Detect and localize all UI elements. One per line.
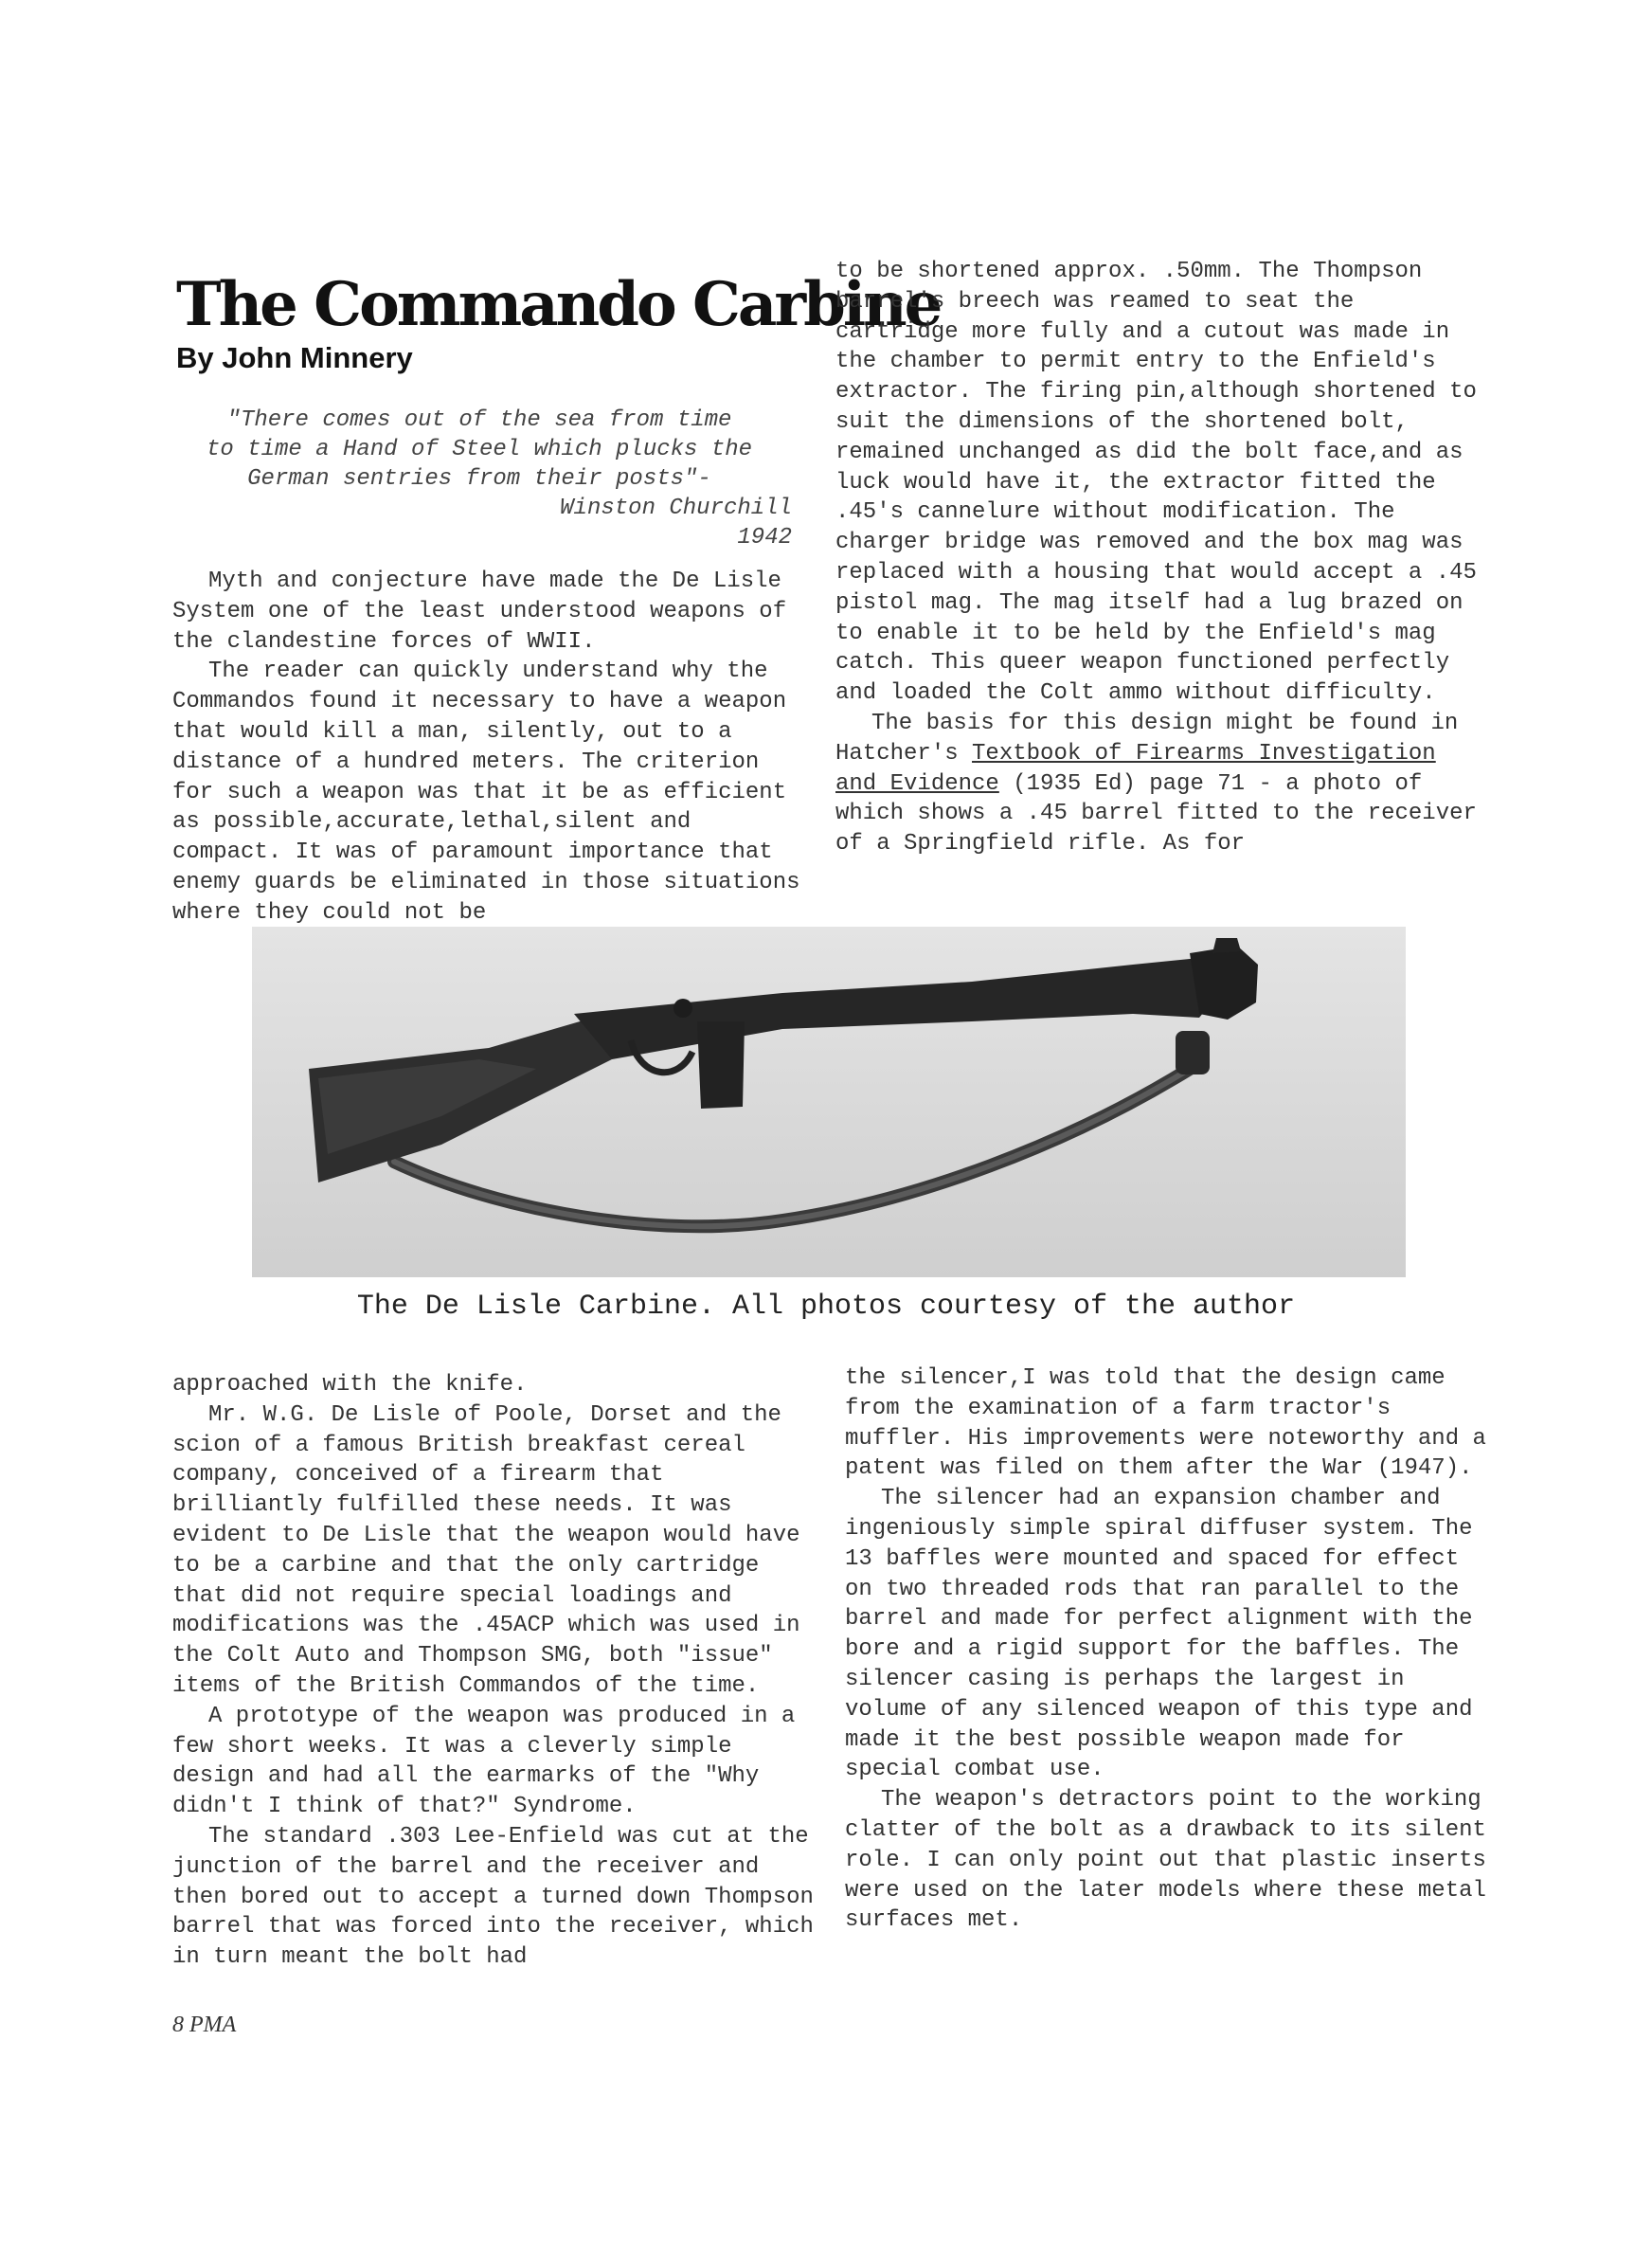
paragraph: The weapon's detractors point to the working clatter of the bolt as a drawback to its silent role. I can only point out that plastic inserts were used on the later models where these metal surfaces met.: [845, 1787, 1486, 1934]
paragraph: Myth and conjecture have made the De Lisle System one of the least understood weapons of the clandestine forces of WWII.: [172, 569, 787, 655]
epigraph-attribution: Winston Churchill: [560, 496, 792, 521]
epigraph: [167, 406, 792, 552]
paragraph: The standard .303 Lee-Enfield was cut at the junction of the barrel and the receiver and then bored out to accept a turned down Thompson barrel that was forced into the receiver, which in turn meant the bolt had: [172, 1823, 814, 1971]
epigraph-line: "There comes out of the sea from time: [226, 407, 732, 433]
paragraph: A prototype of the weapon was produced in a few short weeks. It was a cleverly simple design and had all the earmarks of the "Why didn't I think of that?" Syndrome.: [172, 1703, 796, 1820]
paragraph: Mr. W.G. De Lisle of Poole, Dorset and the scion of a famous British breakfast cereal company, conceived of a firearm that brilliantly fulfilled these needs. It was evident to De Lisle that the weapon would have to be a carbine and that the only cartridge that did not require special loadings and modifications was the .45ACP which was used in the Colt Auto and Thompson SMG, both "issue" items of the British Commandos of the time.: [172, 1401, 800, 1699]
photo-caption: The De Lisle Carbine. All photos courtesy of the author: [356, 1291, 1296, 1323]
article-title: The Commando Carbine: [176, 269, 941, 340]
epigraph-line: to time a Hand of Steel which plucks the: [206, 437, 753, 462]
paragraph: The reader can quickly understand why the Commandos found it necessary to have a weapon that would kill a man, silently, out to a distance of a hundred meters. The criterion for such a weapon was that it be as efficient as possible,accurate,lethal,silent and compact. It was of paramount importance that enemy guards be eliminated in those situations where they could not be: [172, 659, 800, 926]
paragraph: approached with the knife.: [172, 1372, 528, 1398]
paragraph: to be shortened approx. .50mm. The Thompson barrel's breech was reamed to seat the cartridge more fully and a cutout was made in the chamber to permit entry to the Enfield's extractor. The firing pin,although shortened to suit the dimensions of the shortened bolt, remained unchanged as did the bolt face,and as luck would have it, the extractor fitted the .45's cannelure without modification. The charger bridge was removed and the box mag was replaced with a housing that would accept a .45 pistol mag. The mag itself had a lug brazed on to enable it to be held by the Enfield's mag catch. This queer weapon functioned perfectly and loaded the Colt ammo without difficulty.: [835, 259, 1477, 707]
page-folio: 8 PMA: [172, 2013, 237, 2037]
paragraph: [835, 709, 1487, 859]
carbine-photo: [252, 927, 1406, 1277]
byline: By John Minnery: [176, 341, 413, 374]
paragraph: the silencer,I was told that the design came from the examination of a farm tractor's muffler. His improvements were noteworthy and a patent was filed on them after the War (1947).: [845, 1365, 1486, 1482]
text-run: (1935 Ed) page 71 - a photo of which shows a .45 barrel fitted to the receiver of a Springfield rifle. As for: [835, 770, 1477, 858]
book-title: Textbook of Firearms Investigation and Evidence: [835, 740, 1436, 797]
paragraph: The silencer had an expansion chamber and ingeniously simple spiral diffuser system. The 13 baffles were mounted and spaced for effect on two threaded rods that ran parallel to the barrel and made for perfect alignment with the bore and a rigid support for the baffles. The silencer casing is perhaps the largest in volume of any silenced weapon of this type and made it the best possible weapon made for special combat use.: [845, 1486, 1473, 1783]
right-column-bottom: [845, 1363, 1497, 1936]
epigraph-year: 1942: [737, 525, 792, 551]
left-column-bottom: [172, 1370, 826, 1973]
de-lisle-carbine-image: [252, 927, 1406, 1277]
text-run: The basis for this design might be found in Hatcher's: [835, 710, 1459, 767]
left-column-top: [172, 567, 805, 929]
epigraph-line: German sentries from their posts"-: [247, 466, 711, 492]
right-column-top: [835, 257, 1487, 859]
